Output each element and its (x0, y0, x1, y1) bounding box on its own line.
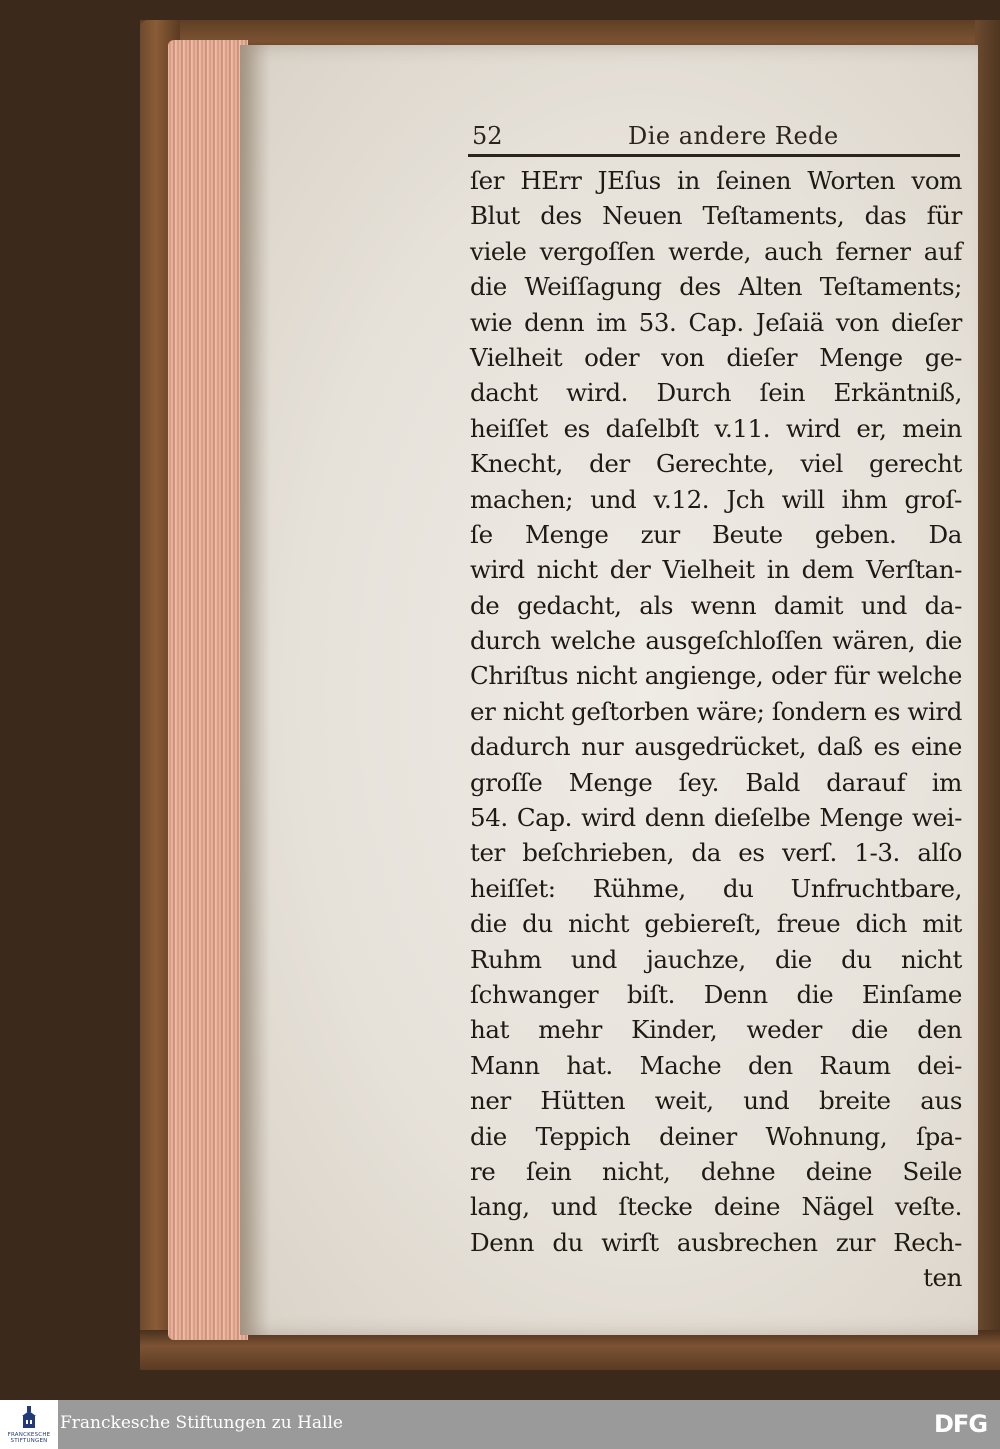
text-line: viele vergoſſen werde, auch ferner auf (470, 236, 962, 266)
text-line: wie denn im 53. Cap. Jeſaiä von dieſer (470, 307, 962, 337)
text-line: 54. Cap. wird denn dieſelbe Menge wei- (470, 803, 962, 833)
text-line: ſchwanger biſt. Denn die Einſame (470, 979, 962, 1009)
text-line: machen; und v.12. Jch will ihm groſ- (470, 484, 962, 514)
text-line: dadurch nur ausgedrücket, daß es eine (470, 732, 962, 762)
text-line: lang, und ſtecke deine Nägel veſte. (470, 1192, 962, 1222)
page-number: 52 (472, 122, 503, 150)
text-line: groſſe Menge ſey. Bald darauf im (470, 767, 962, 797)
institution-name[interactable]: Franckesche Stiftungen zu Halle (60, 1413, 343, 1433)
text-line: Vielheit oder von dieſer Menge ge- (470, 342, 962, 372)
book-cover-right (975, 20, 1000, 1370)
page-gutter-shadow (240, 45, 270, 1335)
page-fore-edges (168, 40, 248, 1340)
text-line: ter beſchrieben, da es verſ. 1-3. alſo (470, 838, 962, 868)
header-rule (468, 154, 960, 157)
text-line: Knecht, der Gerechte, viel gerecht (470, 449, 962, 479)
dfg-logo[interactable]: DFG (934, 1410, 988, 1438)
text-line: dacht wird. Durch ſein Erkäntniß, (470, 378, 962, 408)
text-line: heiſſet es daſelbſt v.11. wird er, mein (470, 413, 962, 443)
catchword: ten (923, 1263, 962, 1293)
text-line: hat mehr Kinder, weder die den (470, 1015, 962, 1045)
body-text (470, 163, 962, 1296)
text-line: die Teppich deiner Wohnung, ſpa- (470, 1121, 962, 1151)
text-line: Blut des Neuen Teſtaments, das für (470, 201, 962, 231)
footer-bar (0, 1400, 1000, 1449)
text-line: Chriſtus nicht angienge, oder für welche (470, 661, 962, 691)
text-line: Denn du wirſt ausbrechen zur Rech- (470, 1227, 962, 1257)
text-line: de gedacht, als wenn damit und da- (470, 590, 962, 620)
building-icon (20, 1406, 38, 1430)
running-head (468, 118, 960, 158)
text-line: ſe Menge zur Beute geben. Da (470, 519, 962, 549)
logo-text: FRANCKESCHE STIFTUNGEN (7, 1432, 51, 1444)
text-line: heiſſet: Rühme, du Unfruchtbare, (470, 873, 962, 903)
text-line: er nicht geſtorben wäre; ſondern es wird (470, 696, 963, 726)
text-line: durch welche ausgeſchloſſen wären, die (470, 626, 962, 656)
text-line: die Weiſſagung des Alten Teſtaments; (470, 272, 962, 302)
text-line: Mann hat. Mache den Raum dei- (470, 1050, 962, 1080)
book-cover-bottom (140, 1330, 1000, 1370)
text-line: ſer HErr JEſus in ſeinen Worten vom (470, 166, 962, 195)
text-line: Ruhm und jauchze, die du nicht (470, 944, 962, 974)
text-line: re ſein nicht, dehne deine Seile (470, 1156, 962, 1186)
running-head-title: Die andere Rede (628, 122, 839, 150)
institution-logo[interactable] (0, 1400, 58, 1449)
text-line: wird nicht der Vielheit in dem Verſtan- (470, 555, 962, 585)
text-line: die du nicht gebiereſt, freue dich mit (470, 909, 962, 939)
text-line: ner Hütten weit, und breite aus (470, 1086, 962, 1116)
